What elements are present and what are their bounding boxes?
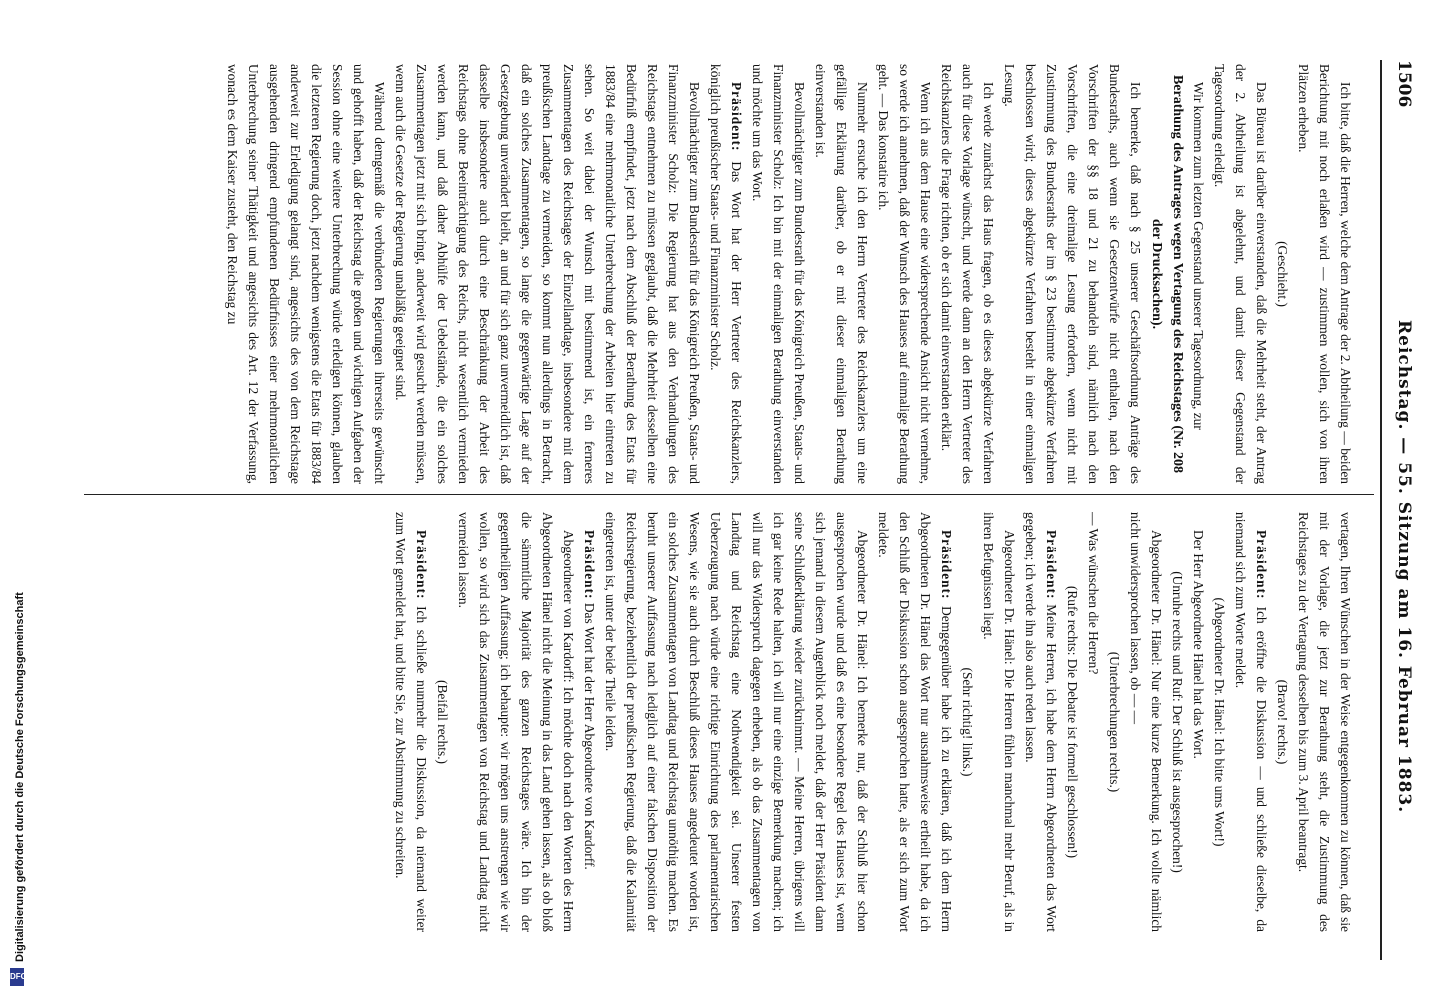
speech-paragraph: [1020, 512, 1062, 932]
agenda-heading: Berathung des Antrages wegen Vertagung des Reichstages (Nr. 208 der Drucksachen).: [1149, 74, 1185, 474]
stage-direction: (Rufe rechts: Die Debatte ist formell geschlossen!): [1065, 585, 1080, 859]
text-paragraph: Das Büreau ist darüber einverstanden, daß die Mehrheit steht, der Antrag der 2. Abtheilung ist abgelehnt, und damit dieser Gegenstand der Tagesordnung erledigt.: [1212, 64, 1269, 484]
running-title: Reichstag. — 55. Sitzung am 16. Februar 1883.: [1394, 320, 1414, 814]
text-paragraph: Nunmehr ersuche ich den Herrn Vertreter des Reichskanzlers um eine gefällige Erklärung darüber, ob er mit dieser einmaligen Berathung einverstanden ist.: [813, 64, 870, 484]
speaker-name: Präsident:: [939, 530, 954, 600]
text-paragraph: Ich bemerke, daß nach § 25 unserer Geschäftsordnung Anträge des Bundesraths, auch wenn sie Gesetzentwürfe nicht enthalten, nach den Vorschriften der §§ 18 und 21 zu behandeln sind, nämlich nach den Vorschriften, die eine dreimalige Lesung erfordern, wenn nicht mit Zustimmung des Bundesraths der im § 23 bestimmte abgekürzte Verfahren beschlossen wird; dieses abgekürzte Verfahren besteht in einer einmaligen Lesung.: [1002, 64, 1143, 484]
speech-text: Demgegenüber habe ich zu erklären, daß ich dem Herrn Abgeordneten Dr. Hänel das Wort nur ausnahmsweise ertheilt habe, da ich den Schluß der Diskussion schon ausgesprochen hatte, als er sich zum Wort meldete.: [876, 512, 954, 932]
column-divider: [84, 494, 1374, 495]
stage-direction: (Beifall rechts.): [435, 679, 450, 765]
speaker-name: Präsident:: [414, 530, 429, 600]
speech-text: Meine Herren, ich habe dem Herrn Abgeordneten das Wort gegeben; ich werde ihn also auch reden lassen.: [1023, 512, 1059, 932]
text-paragraph: Ich bitte, daß die Herren, welche dem Antrage der 2. Abtheilung — beiden Berichtung mit noch erlaßen wird — zustimmen wollen, sich von ihren Plätzen erheben.: [1296, 64, 1353, 484]
digitization-stamp: [6, 12, 34, 992]
speech-paragraph: [579, 512, 600, 932]
speech-paragraph: [705, 64, 747, 484]
text-paragraph: Wir kommen zum letzten Gegenstand unserer Tagesordnung, zur: [1191, 82, 1206, 430]
stage-direction: (Abgeordneter Dr. Hänel: Ich bitte ums Wort!): [1212, 597, 1227, 847]
page-header: [1384, 60, 1414, 960]
stage-direction: (Unterbrechungen rechts.): [1107, 651, 1122, 793]
speaker-name: Präsident:: [1044, 530, 1059, 600]
text-paragraph: — Was wünschen die Herren?: [1086, 512, 1101, 675]
text-paragraph: Abgeordneter Dr. Hänel: Ich bemerke nur, daß der Schluß hier schon ausgesprochen wurde und daß es eine besondere Regel des Hauses ist, wenn sich jemand in diesem Augenblick noch meldet, daß der Herr Präsident dann seine Schlußerklärung wieder zurücknimmt. — Meine Herren, übrigens will ich gar keine Rede halten, ich will nur eine einzige Bemerkung machen; ich will nur das Widerspruch dagegen erheben, als ob das Zusammentagen von Landtag und Reichstag eine Nothwendigkeit sei. Unserer festen Ueberzeugung nach würde eine richtige Einrichtung des parlamentarischen Wesens, wie sie auch durch Beschluß dieses Hauses angedeutet worden ist, ein solches Zusammentagen von Landtag und Reichstag unnöthig machen. Es beruht unserer Auffassung nach lediglich auf einer falschen Disposition der Reichsregierung, beziehentlich der preußischen Regierung, daß die Kalamität eingetreten ist, unter der beide Theile leiden.: [603, 512, 870, 932]
speech-text: Ich eröffne die Diskussion — und schließe dieselbe, da niemand sich zum Worte meldet.: [1233, 512, 1269, 932]
speech-text: Das Wort hat der Herr Vertreter des Reichskanzlers, königlich preußischer Staats- und Finanzminister Scholz.: [708, 64, 744, 484]
text-paragraph: Bevollmächtigter zum Bundesrath für das Königreich Preußen, Staats- und Finanzminister Scholz: Die Regierung hat aus den Verhandlungen des Reichstags entnehmen zu müssen geglaubt, daß die Mehrheit desselben eine Bedürfniß empfindet, jetzt nach dem Abschluß der Berathung des Etats für 1883/84 eine mehrmonatliche Unterbrechung der Arbeiten hier eintreten zu sehen. So weit dabei der Wunsch mit bestimmend ist, ein ferneres Zusammentagen des Reichstages der Einzellandtage, insbesondere mit dem preußischen Landtage zu vermeiden, so kommt nun allerdings in Betracht, daß ein solches Zusammentagen, so lange die gegenwärtige Lage auf der Gesetzgebung unverändert bleibt, an und für sich ganz unvermeidlich ist, daß dasselbe insbesondere auch durch eine Beschränkung der Arbeit des Reichstags ohne Beeinträchtigung des Reichs, nicht wesentlich vermieden werden kann, und daß daher Abhülfe der Uebelstände, die ein solches Zusammentagen jetzt mit sich bringt, anderweit wird gesucht werden müssen, wenn auch die Gesetze der Regierung unabläßig geeignet sind.: [393, 64, 702, 484]
speaker-name: Präsident:: [729, 82, 744, 152]
speech-paragraph: [873, 512, 957, 932]
speech-paragraph: [390, 512, 432, 932]
text-paragraph: Bevollmächtigter zum Bundesrath für das Königreich Preußen, Staats- und Finanzminister Scholz: Ich bin mit der einmaligen Berathung einverstanden und möchte um das Wort.: [750, 64, 807, 484]
stage-direction: (Bravo! rechts.): [1275, 679, 1290, 765]
text-paragraph: Abgeordneter Dr. Hänel: Nur eine kurze Bemerkung. Ich wollte nämlich nicht unwidersprochen lassen, ob — —: [1128, 512, 1164, 932]
right-column: [90, 512, 1356, 932]
digitization-note: Digitalisierung gefördert durch die Deutsche Forschungsgemeinschaft: [14, 592, 26, 962]
header-rule: [1380, 60, 1382, 960]
stage-direction: (Sehr richtig! links.): [960, 667, 975, 777]
speech-paragraph: [1230, 512, 1272, 932]
stage-direction: (Unruhe rechts und Ruf: Der Schluß ist ausgesprochen!): [1170, 571, 1185, 873]
text-paragraph: Abgeordneter von Kardorff: Ich möchte doch nach den Worten des Herrn Abgeordneten Hänel nicht die Meinung in das Land gehen lassen, als ob bloß die sämmtliche Majorität des ganzen Reichstages wäre. Ich bin der gegentheiligen Auffassung; ich behaupte: wir mögen uns anstrengen wie wir wollen, so wird sich das Zusammentagen von Reichstag und Landtag nicht vermeiden lassen.: [456, 512, 576, 932]
stage-direction: (Geschieht.): [1275, 241, 1290, 307]
text-paragraph: vertagen, Ihren Wünschen in der Weise entgegenkommen zu können, daß sie mit der Vorlage, die jetzt zur Berathung steht, die Zustimmung des Reichstages zu der Vertagung desselben bis zum 3. April beantragt.: [1296, 512, 1353, 932]
page-number: 1506: [1394, 60, 1414, 108]
text-paragraph: Abgeordneter Dr. Hänel: Die Herren fühlen manchmal mehr Beruf, als in ihren Befugnissen liegt.: [981, 512, 1017, 932]
speech-text: Ich schließe nunmehr die Diskussion, da niemand weiter zum Wort gemeldet hat, und bitte Sie, zur Abstimmung zu schreiten.: [393, 512, 429, 932]
text-paragraph: Während demgemäß die verbündeten Regierungen ihrerseits gewünscht und gehofft haben, daß der Reichstag die großen und wichtigen Aufgaben der Session ohne eine weitere Unterbrechung würde erledigen können, glauben die letzteren Regierung doch, jetzt nachdem wenigstens die Etats für 1883/84 anderweit zur Erledigung gelangt sind, angesichts des von dem Reichstage ausgehenden dringend empfundenen Bedürfnisses einer mehrmonatlichen Unterbrechung seiner Thätigkeit und angesichts des Art. 12 der Verfassung, wonach es dem Kaiser zusteht, den Reichstag zu: [225, 64, 387, 484]
text-paragraph: Ich werde zunächst das Haus fragen, ob es dieses abgekürzte Verfahren auch für diese Vorlage wünscht, und werde dann an den Herrn Vertreter des Reichskanzlers die Frage richten, ob er sich damit einverstanden erklärt.: [939, 64, 996, 484]
dfg-logo: DFG: [10, 968, 24, 986]
left-column: [90, 64, 1356, 484]
text-paragraph: Wenn ich aus dem Hause eine widersprechende Ansicht nicht vernehme, so werde ich annehmen, daß der Wunsch des Hauses auf einmalige Berathung geht. — Das konstatire ich.: [876, 64, 933, 484]
speaker-name: Präsident:: [582, 530, 597, 600]
text-paragraph: Der Herr Abgeordnete Hänel hat das Wort.: [1191, 530, 1206, 759]
speaker-name: Präsident:: [1254, 530, 1269, 600]
speech-text: Das Wort hat der Herr Abgeordnete von Kardorff.: [582, 599, 597, 870]
